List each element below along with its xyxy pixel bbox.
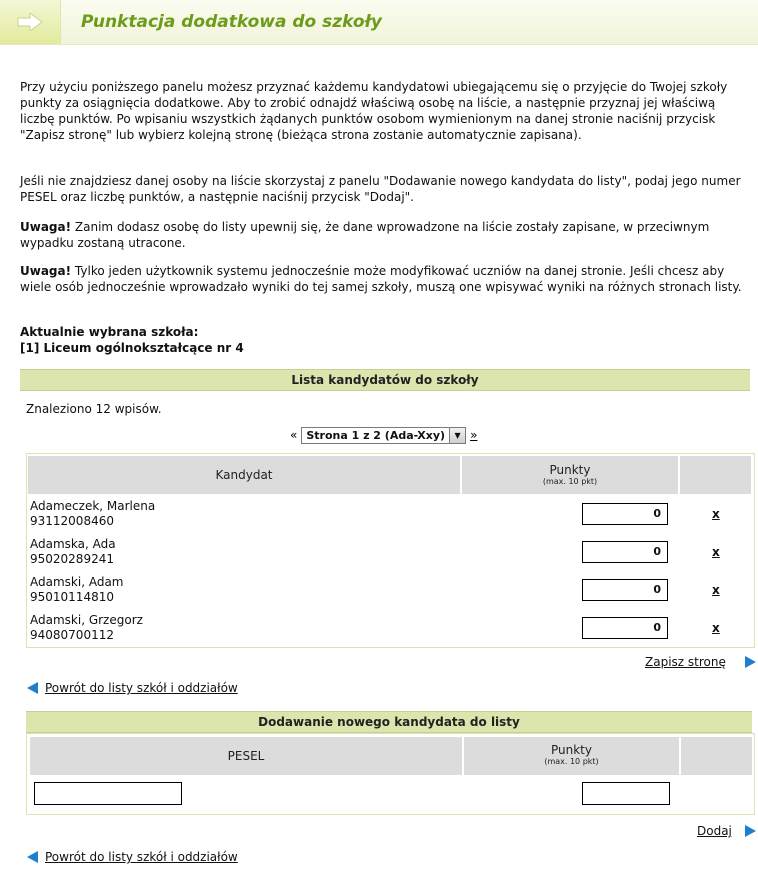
column-header-actions xyxy=(680,456,751,494)
candidate-pesel: 93112008460 xyxy=(30,514,114,528)
warning-paragraph-1 xyxy=(20,219,750,251)
table-row-candidate xyxy=(30,499,155,529)
candidate-name: Adamska, Ada xyxy=(30,537,116,551)
page-select-value: Strona 1 z 2 (Ada-Xxy) xyxy=(306,428,446,442)
warning-text: Tylko jeden użytkownik systemu jednocześnie może modyfikować uczniów na danej stronie. Jeśli chcesz aby wiele osób jednocześnie wprowadzało wyniki do tej samej szkoły, muszą one wpisywać wyniki na różnych stronach listy. xyxy=(20,264,742,294)
arrow-right-icon xyxy=(17,13,43,31)
intro-paragraph-1: Przy użyciu poniższego panelu możesz przyznać każdemu kandydatowi ubiegającemu się o przyjęcie do Twojej szkoły punkty za osiągnięcia dodatkowe. Aby to zrobić odnajdź właściwą osobę na liście, a następnie przyznaj jej właściwą liczbę punktów. Po wpisaniu wszystkich żądanych punktów osobom wymienionym na danej stronie naciśnij przycisk "Zapisz stronę" lub wybierz kolejną stronę (bieżąca strona zostanie automatycznie zapisana). xyxy=(20,80,728,142)
arrow-left-icon[interactable] xyxy=(27,851,38,863)
arrow-right-icon[interactable] xyxy=(745,656,756,668)
warning-text: Zanim dodasz osobę do listy upewnij się, że dane wprowadzone na liście zostały zapisane, w przeciwnym wypadku zostaną utracone. xyxy=(20,220,710,250)
points-input[interactable]: 0 xyxy=(582,579,668,601)
delete-link[interactable]: x xyxy=(712,545,720,559)
points-input[interactable]: 0 xyxy=(582,541,668,563)
save-page-link[interactable]: Zapisz stronę xyxy=(645,655,726,669)
page-title: Punktacja dodatkowa do szkoły xyxy=(81,12,382,32)
column-header-points: Punkty (max. 10 pkt) xyxy=(464,737,679,775)
back-to-schools-link[interactable]: Powrót do listy szkół i oddziałów xyxy=(45,850,238,864)
column-header-pesel: PESEL xyxy=(30,737,462,775)
selected-school xyxy=(20,324,750,356)
delete-link[interactable]: x xyxy=(712,507,720,521)
page-header xyxy=(0,0,758,45)
chevron-down-icon[interactable]: ▼ xyxy=(449,428,465,443)
delete-link[interactable]: x xyxy=(712,583,720,597)
selected-school-label: Aktualnie wybrana szkoła: xyxy=(20,325,199,339)
table-row-candidate xyxy=(30,613,143,643)
results-count: Znaleziono 12 wpisów. xyxy=(26,402,162,416)
pagination xyxy=(290,427,477,443)
table-row-candidate xyxy=(30,537,116,567)
selected-school-name: [1] Liceum ogólnokształcące nr 4 xyxy=(20,341,244,355)
candidate-pesel: 95020289241 xyxy=(30,552,114,566)
points-input[interactable]: 0 xyxy=(582,617,668,639)
candidate-name: Adamski, Adam xyxy=(30,575,124,589)
warning-label: Uwaga! xyxy=(20,220,72,234)
candidate-name: Adameczek, Marlena xyxy=(30,499,156,513)
prev-page-link[interactable]: « xyxy=(290,428,298,442)
table-row-candidate xyxy=(30,575,123,605)
warning-paragraph-2 xyxy=(20,263,750,295)
page-select[interactable] xyxy=(301,427,466,444)
points-input[interactable]: 0 xyxy=(582,503,668,525)
arrow-left-icon[interactable] xyxy=(27,682,38,694)
candidate-list-title: Lista kandydatów do szkoły xyxy=(20,369,750,391)
column-header-points: Punkty (max. 10 pkt) xyxy=(462,456,678,494)
header-icon-box xyxy=(0,0,61,44)
pesel-input[interactable] xyxy=(34,782,182,805)
warning-label: Uwaga! xyxy=(20,264,72,278)
candidate-pesel: 95010114810 xyxy=(30,590,114,604)
delete-link[interactable]: x xyxy=(712,621,720,635)
candidate-name: Adamski, Grzegorz xyxy=(30,613,143,627)
add-link[interactable]: Dodaj xyxy=(697,824,732,838)
column-header-actions xyxy=(681,737,752,775)
column-header-candidate: Kandydat xyxy=(28,456,460,494)
new-points-input[interactable] xyxy=(582,782,670,805)
arrow-right-icon[interactable] xyxy=(745,825,756,837)
candidate-pesel: 94080700112 xyxy=(30,628,114,642)
next-page-link[interactable]: » xyxy=(470,428,478,442)
add-candidate-title: Dodawanie nowego kandydata do listy xyxy=(26,711,752,733)
intro-paragraph-2: Jeśli nie znajdziesz danej osoby na liście skorzystaj z panelu "Dodawanie nowego kandydata do listy", podaj jego numer PESEL oraz liczbę punktów, a następnie naciśnij przycisk "Dodaj". xyxy=(20,174,741,204)
back-to-schools-link[interactable]: Powrót do listy szkół i oddziałów xyxy=(45,681,238,695)
